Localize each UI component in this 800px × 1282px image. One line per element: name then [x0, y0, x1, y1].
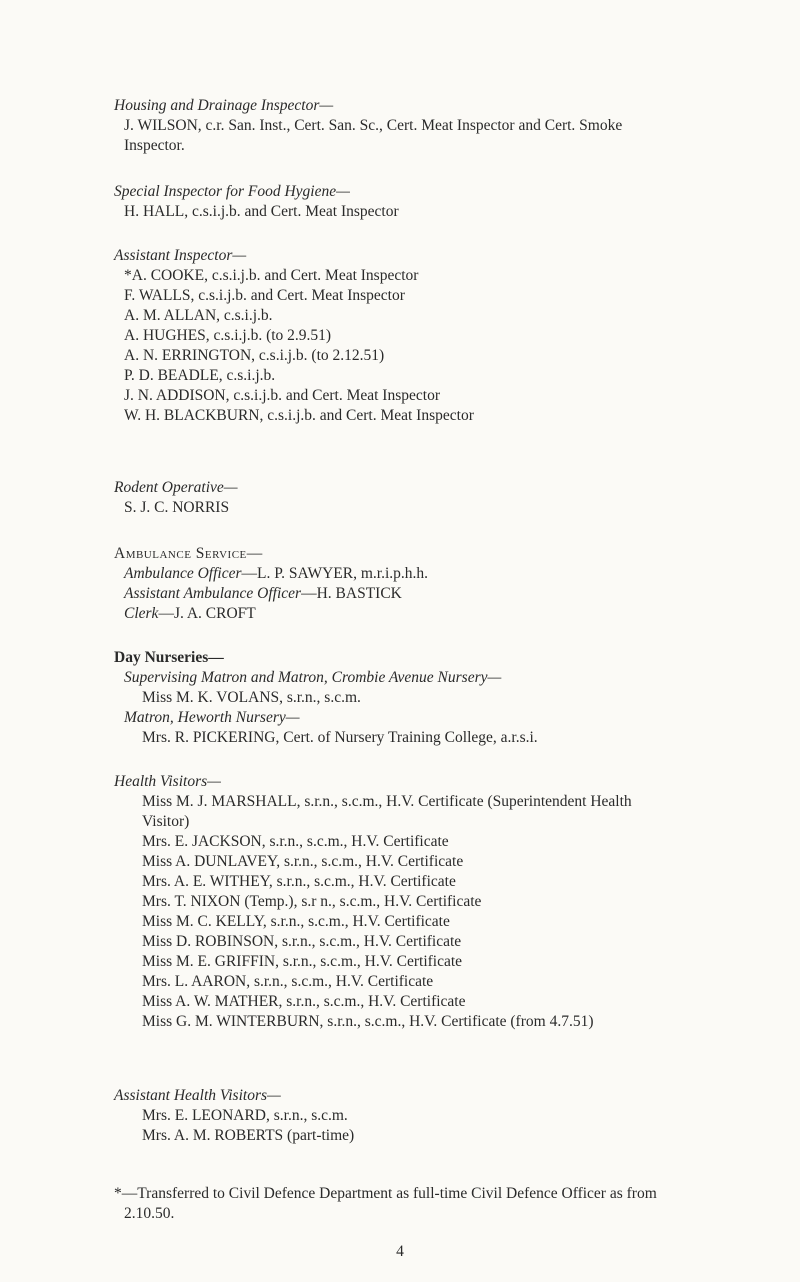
health-visitor-line: Mrs. L. AARON, s.r.n., s.c.m., H.V. Certificate: [142, 973, 434, 990]
nurseries-heading: Day Nurseries—: [114, 649, 224, 666]
ambulance-officer-row: [114, 564, 760, 584]
assistant-health-visitor-line: Mrs. E. LEONARD, s.r.n., s.c.m.: [142, 1107, 348, 1124]
ambulance-section: [114, 544, 760, 624]
ambulance-officer-value: —L. P. SAWYER, m.r.i.p.h.h.: [241, 565, 429, 582]
housing-section: [114, 96, 760, 156]
food-section: [114, 182, 760, 222]
housing-heading: Housing and Drainage Inspector—: [114, 97, 334, 114]
health-visitor-line-cont: Visitor): [142, 813, 190, 830]
assistant-inspector-line: W. H. BLACKBURN, c.s.i.j.b. and Cert. Meat Inspector: [124, 407, 474, 424]
nurseries-subheading-1: Supervising Matron and Matron, Crombie Avenue Nursery—: [124, 669, 502, 686]
health-visitors-heading: Health Visitors—: [114, 773, 221, 790]
assistant-ambulance-officer-row: [114, 584, 760, 604]
health-visitor-line: Miss A. W. MATHER, s.r.n., s.c.m., H.V. Certificate: [142, 993, 466, 1010]
nurseries-value-1: Miss M. K. VOLANS, s.r.n., s.c.m.: [142, 689, 361, 706]
footnote-line-2: 2.10.50.: [124, 1205, 175, 1222]
assistant-health-visitor-line: Mrs. A. M. ROBERTS (part-time): [142, 1127, 355, 1144]
health-visitor-line: Mrs. A. E. WITHEY, s.r.n., s.c.m., H.V. Certificate: [142, 873, 456, 890]
assistant-inspector-heading: Assistant Inspector—: [114, 247, 247, 264]
page-number: 4: [396, 1243, 404, 1260]
health-visitors-section: [114, 772, 760, 1032]
assistant-inspector-line: P. D. BEADLE, c.s.i.j.b.: [124, 367, 276, 384]
clerk-label: Clerk: [124, 605, 159, 622]
housing-line-2: Inspector.: [124, 137, 185, 154]
rodent-section: [114, 478, 760, 518]
clerk-value: —J. A. CROFT: [158, 605, 256, 622]
health-visitor-line: Miss M. J. MARSHALL, s.r.n., s.c.m., H.V. Certificate (Superintendent Health: [142, 793, 632, 810]
assistant-inspector-line: A. M. ALLAN, c.s.i.j.b.: [124, 307, 273, 324]
assistant-ambulance-officer-value: —H. BASTICK: [301, 585, 402, 602]
health-visitor-line: Miss G. M. WINTERBURN, s.r.n., s.c.m., H.V. Certificate (from 4.7.51): [142, 1013, 594, 1030]
assistant-health-visitors-section: [114, 1086, 760, 1146]
health-visitor-line: Miss D. ROBINSON, s.r.n., s.c.m., H.V. Certificate: [142, 933, 462, 950]
nurseries-section: [114, 648, 760, 748]
assistant-inspector-line: F. WALLS, c.s.i.j.b. and Cert. Meat Inspector: [124, 287, 405, 304]
nurseries-value-2: Mrs. R. PICKERING, Cert. of Nursery Training College, a.r.s.i.: [142, 729, 538, 746]
ambulance-heading: Ambulance Service—: [114, 545, 263, 562]
nurseries-subheading-2: Matron, Heworth Nursery—: [124, 709, 300, 726]
assistant-health-visitors-heading: Assistant Health Visitors—: [114, 1087, 281, 1104]
assistant-inspector-line: A. HUGHES, c.s.i.j.b. (to 2.9.51): [124, 327, 332, 344]
footnote: [114, 1184, 760, 1224]
health-visitor-line: Miss A. DUNLAVEY, s.r.n., s.c.m., H.V. Certificate: [142, 853, 464, 870]
footnote-line-1: *—Transferred to Civil Defence Department as full-time Civil Defence Officer as from: [114, 1185, 657, 1202]
health-visitor-line: Miss M. C. KELLY, s.r.n., s.c.m., H.V. Certificate: [142, 913, 450, 930]
rodent-heading: Rodent Operative—: [114, 479, 238, 496]
health-visitor-line: Mrs. T. NIXON (Temp.), s.r n., s.c.m., H.V. Certificate: [142, 893, 482, 910]
assistant-ambulance-officer-label: Assistant Ambulance Officer: [124, 585, 302, 602]
food-line-1: H. HALL, c.s.i.j.b. and Cert. Meat Inspector: [124, 203, 399, 220]
health-visitor-line: Miss M. E. GRIFFIN, s.r.n., s.c.m., H.V. Certificate: [142, 953, 463, 970]
assistant-inspector-line: A. N. ERRINGTON, c.s.i.j.b. (to 2.12.51): [124, 347, 385, 364]
assistant-inspector-line: J. N. ADDISON, c.s.i.j.b. and Cert. Meat Inspector: [124, 387, 440, 404]
assistant-inspector-line: *A. COOKE, c.s.i.j.b. and Cert. Meat Inspector: [124, 267, 419, 284]
housing-line-1: J. WILSON, c.r. San. Inst., Cert. San. Sc., Cert. Meat Inspector and Cert. Smoke: [124, 117, 623, 134]
clerk-row: [114, 604, 760, 624]
rodent-line-1: S. J. C. NORRIS: [124, 499, 230, 516]
food-heading: Special Inspector for Food Hygiene—: [114, 183, 350, 200]
ambulance-officer-label: Ambulance Officer: [124, 565, 242, 582]
assistant-inspector-section: [114, 246, 760, 426]
health-visitor-line: Mrs. E. JACKSON, s.r.n., s.c.m., H.V. Certificate: [142, 833, 449, 850]
